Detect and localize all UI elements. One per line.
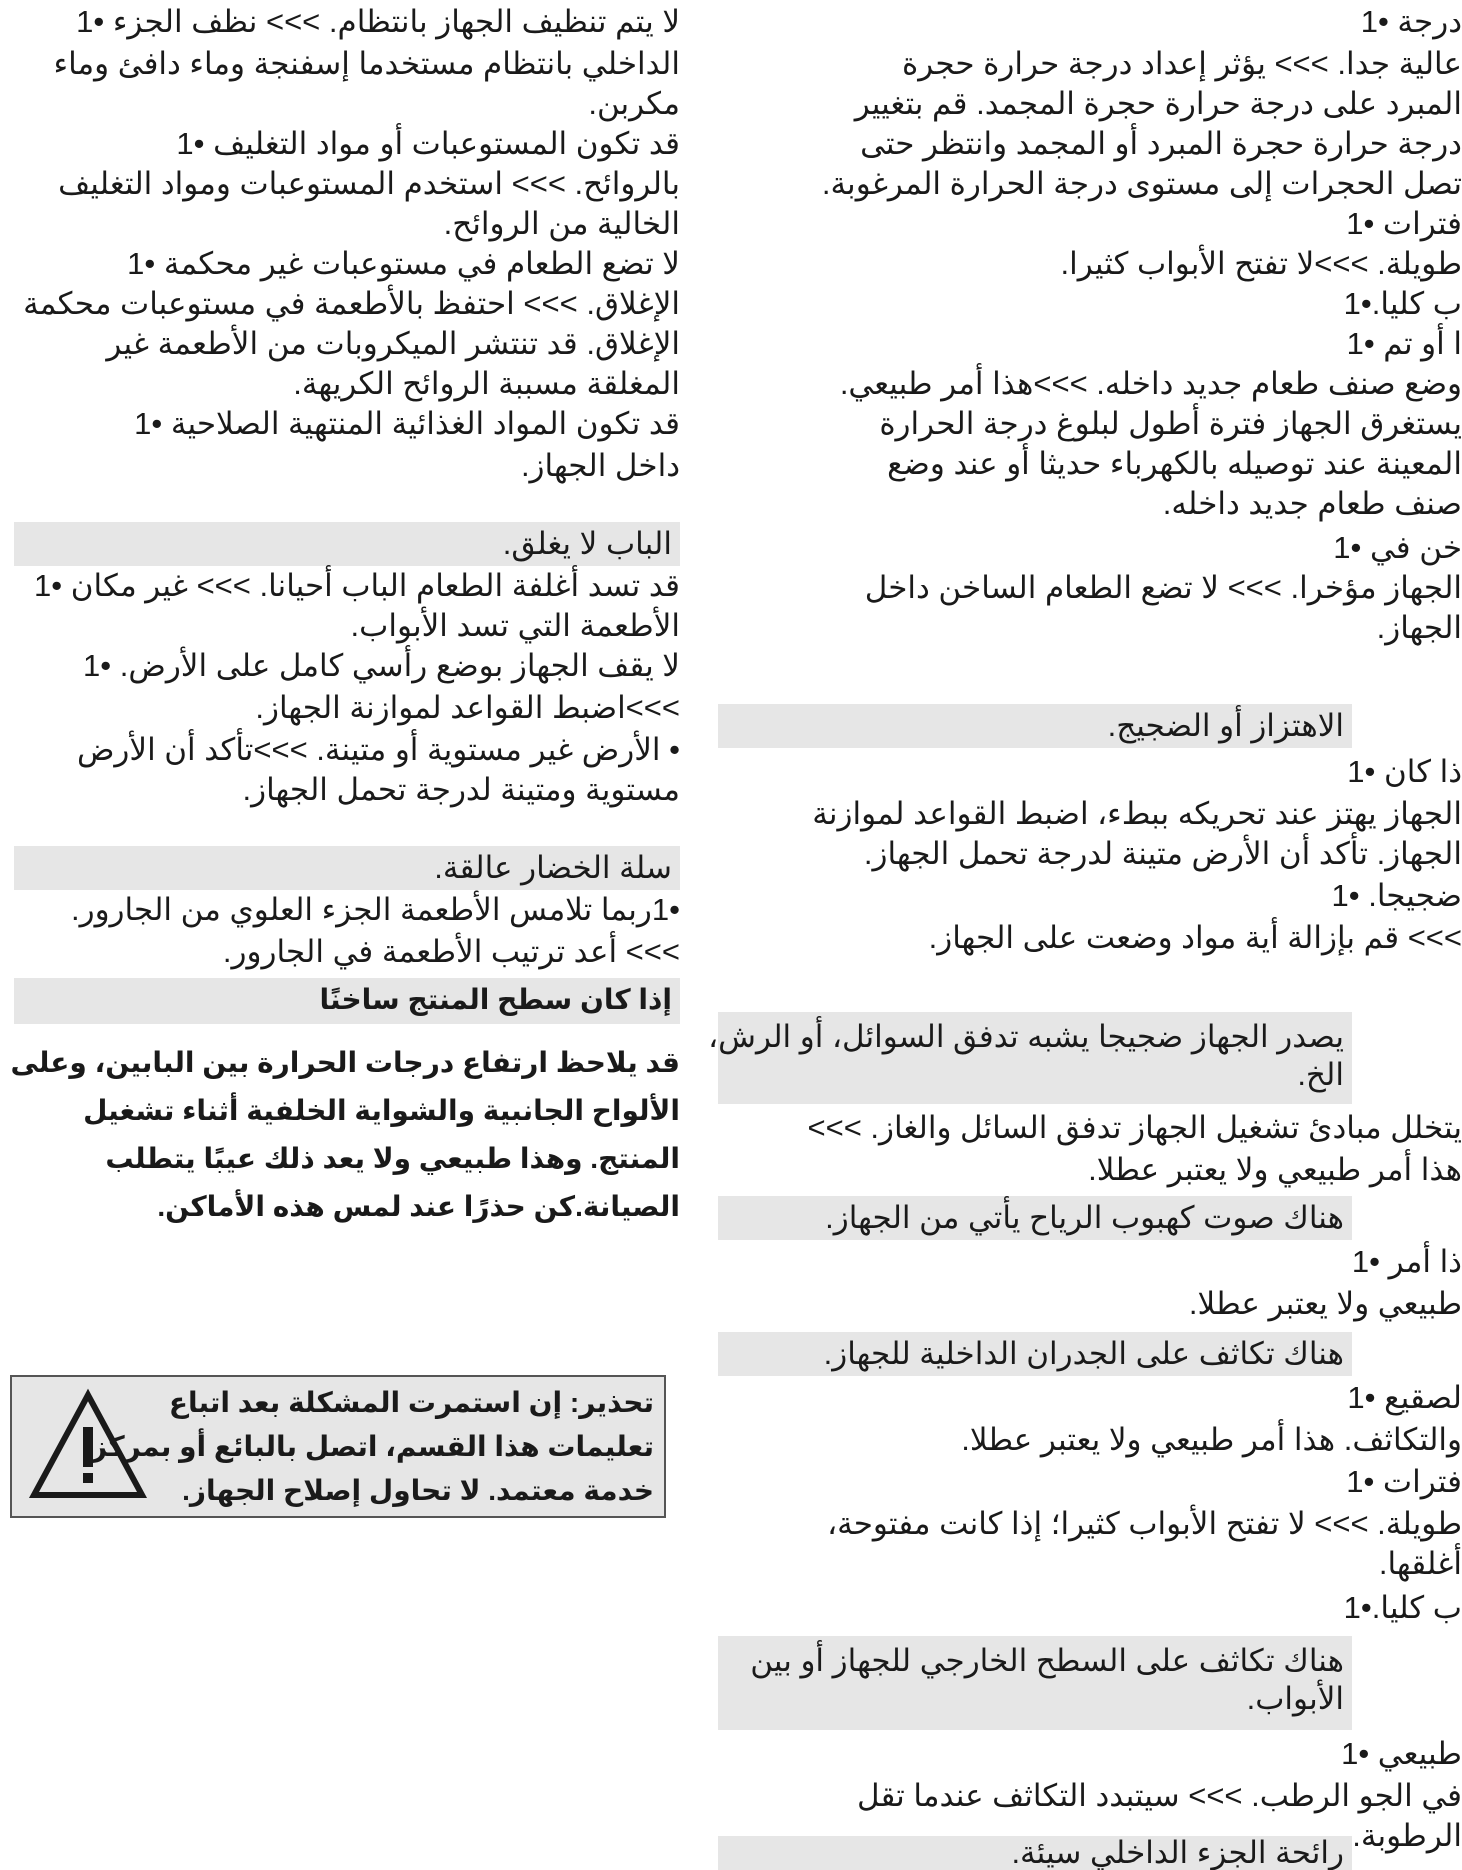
section-title-door: الباب لا يغلق. [14, 522, 680, 566]
text-line: بالروائح. >>> استخدم المستوعبات ومواد التغليف [58, 166, 680, 201]
text-line: فترات •1 [1346, 1464, 1462, 1499]
text-line: قد تكون المواد الغذائية المنتهية الصلاحية •1 [134, 406, 680, 441]
text-line: >>>اضبط القواعد لموازنة الجهاز. [255, 690, 680, 725]
title-line: الأبواب. [1246, 1681, 1344, 1716]
text-line: ا أو تم •1 [1346, 326, 1462, 361]
text-line: والتكاثف. هذا أمر طبيعي ولا يعتبر عطلا. [961, 1422, 1462, 1457]
text-line: الجهاز مؤخرا. >>> لا تضع الطعام الساخن داخل [864, 570, 1462, 605]
text-line: ب كليا.•1 [1343, 286, 1462, 321]
text-line: الإغلاق. قد تنتشر الميكروبات من الأطعمة غير [106, 326, 680, 361]
text-line: الألواح الجانبية والشواية الخلفية أثناء تشغيل [83, 1095, 680, 1126]
text-line: لا يقف الجهاز بوضع رأسي كامل على الأرض. •1 [83, 648, 680, 683]
text-line: •1ربما تلامس الأطعمة الجزء العلوي من الجارور. [70, 892, 680, 927]
text-line: وضع صنف طعام جديد داخله. >>>هذا أمر طبيعي. [839, 366, 1462, 401]
warning-line: تعليمات هذا القسم، اتصل بالبائع أو بمركز [90, 1431, 654, 1462]
text-line: طويلة. >>> لا تفتح الأبواب كثيرا؛ إذا كانت مفتوحة، [827, 1506, 1462, 1541]
title-line: هناك تكاثف على السطح الخارجي للجهاز أو بين [750, 1643, 1344, 1678]
text-line: قد تكون المستوعبات أو مواد التغليف •1 [176, 126, 680, 161]
text-line: الجهاز. [1376, 610, 1462, 645]
text-line: >>> قم بإزالة أية مواد وضعت على الجهاز. [928, 920, 1462, 955]
text-line: الخالية من الروائح. [443, 206, 680, 241]
text-line: المبرد على درجة حرارة حجرة المجمد. قم بتغيير [854, 86, 1462, 121]
text-line: المعينة عند توصيله بالكهرباء حديثا أو عند وضع [887, 446, 1462, 481]
section-title-liquid-noise [708, 1012, 1352, 1104]
warning-box [10, 1375, 666, 1518]
text-line: الصيانة.كن حذرًا عند لمس هذه الأماكن. [157, 1191, 680, 1222]
section-title-wind-noise: هناك صوت كهبوب الرياح يأتي من الجهاز. [718, 1196, 1352, 1240]
text-line: لا يتم تنظيف الجهاز بانتظام. >>> نظف الجزء •1 [76, 4, 680, 39]
text-line: طبيعي •1 [1341, 1736, 1462, 1771]
text-line: صنف طعام جديد داخله. [1162, 486, 1462, 521]
text-line: الإغلاق. >>> احتفظ بالأطعمة في مستوعبات محكمة [23, 286, 680, 321]
text-line: هذا أمر طبيعي ولا يعتبر عطلا. [1088, 1152, 1462, 1187]
text-line: المنتج. وهذا طبيعي ولا يعد ذلك عيبًا يتطلب [105, 1143, 680, 1174]
text-line: فترات •1 [1346, 206, 1462, 241]
section-title-crisper: سلة الخضار عالقة. [14, 846, 680, 890]
section-title-noise: الاهتزاز أو الضجيج. [718, 704, 1352, 748]
text-line: يتخلل مبادئ تشغيل الجهاز تدفق السائل والغاز. >>> [807, 1110, 1462, 1145]
title-line: الخ. [1297, 1057, 1344, 1092]
text-line: الجهاز. تأكد أن الأرض متينة لدرجة تحمل الجهاز. [863, 836, 1462, 871]
text-line: يستغرق الجهاز فترة أطول لبلوغ درجة الحرارة [879, 406, 1462, 441]
text-line: قد يلاحظ ارتفاع درجات الحرارة بين البابين، وعلى [10, 1047, 680, 1078]
text-line: مكربن. [588, 86, 680, 121]
text-line: درجة حرارة حجرة المبرد أو المجمد وانتظر حتى [860, 126, 1462, 161]
text-line: لصقيع •1 [1347, 1380, 1462, 1415]
text-line: ذا أمر •1 [1351, 1244, 1462, 1279]
text-line: الجهاز يهتز عند تحريكه ببطء، اضبط القواعد لموازنة [812, 796, 1462, 831]
section-title-outer-condensation [718, 1636, 1352, 1730]
text-line: قد تسد أغلفة الطعام الباب أحيانا. >>> غير مكان •1 [34, 568, 680, 603]
text-line: درجة •1 [1360, 4, 1462, 39]
text-line: طبيعي ولا يعتبر عطلا. [1188, 1286, 1462, 1321]
text-line: ب كليا.•1 [1343, 1590, 1462, 1625]
text-line: الرطوبة. [1352, 1818, 1462, 1853]
text-line: الأطعمة التي تسد الأبواب. [350, 608, 680, 643]
text-line: تصل الحجرات إلى مستوى درجة الحرارة المرغوبة. [821, 166, 1462, 201]
section-title-hot-surface: إذا كان سطح المنتج ساخنًا [14, 978, 680, 1024]
text-line: خن في •1 [1333, 530, 1462, 565]
text-line: >>> أعد ترتيب الأطعمة في الجارور. [222, 934, 680, 969]
text-line: المغلقة مسببة الروائح الكريهة. [293, 366, 680, 401]
section-title-inner-condensation: هناك تكاثف على الجدران الداخلية للجهاز. [718, 1332, 1352, 1376]
text-line: داخل الجهاز. [520, 448, 680, 483]
text-line: في الجو الرطب. >>> سيتبدد التكاثف عندما تقل [857, 1778, 1462, 1813]
warning-line: خدمة معتمد. لا تحاول إصلاح الجهاز. [182, 1475, 654, 1506]
text-line: عالية جدا. >>> يؤثر إعداد درجة حرارة حجرة [902, 46, 1462, 81]
text-line: ضجيجا. •1 [1331, 878, 1462, 913]
title-line: يصدر الجهاز ضجيجا يشبه تدفق السوائل، أو الرش، [708, 1019, 1344, 1054]
text-line: طويلة. >>>لا تفتح الأبواب كثيرا. [1060, 246, 1462, 281]
text-line: لا تضع الطعام في مستوعبات غير محكمة •1 [127, 246, 680, 281]
warning-line: تحذير: إن استمرت المشكلة بعد اتباع [168, 1387, 654, 1418]
text-line: ذا كان •1 [1347, 754, 1462, 789]
section-title-bad-smell: رائحة الجزء الداخلي سيئة. [718, 1836, 1352, 1870]
text-line: • الأرض غير مستوية أو متينة. >>>تأكد أن الأرض [76, 732, 680, 767]
text-line: مستوية ومتينة لدرجة تحمل الجهاز. [242, 772, 680, 807]
text-line: أغلقها. [1378, 1546, 1462, 1581]
text-line: الداخلي بانتظام مستخدما إسفنجة وماء دافئ وماء [53, 46, 680, 81]
